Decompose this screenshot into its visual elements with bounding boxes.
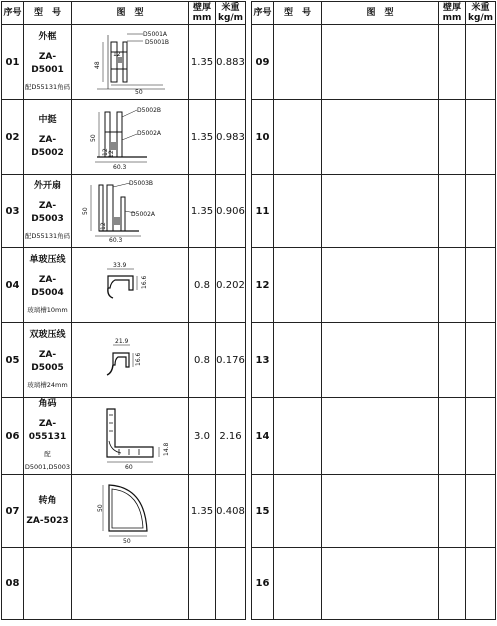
seq-cell: 14: [252, 398, 274, 475]
drawing-cell: [72, 175, 189, 248]
seq-cell: 05: [2, 323, 24, 398]
seq-cell: 03: [2, 175, 24, 248]
weight-cell: [466, 398, 496, 475]
wall-cell: 1.35: [189, 100, 216, 175]
wall-cell: 1.35: [189, 475, 216, 548]
weight-cell: [216, 548, 246, 620]
table-row: [2, 25, 496, 100]
drawing-label: 21.9: [115, 338, 129, 345]
header-wall-right: 壁厚 mm: [439, 2, 466, 25]
weight-cell: 0.906: [216, 175, 246, 248]
drawing-label: 12: [113, 51, 121, 58]
header-weight: 米重 kg/m: [216, 2, 246, 25]
drawing-cell: [72, 548, 189, 620]
profile-drawing-d5004: [75, 252, 185, 318]
model-cell: [274, 398, 322, 475]
drawing-label: 14.8: [163, 442, 170, 456]
weight-cell: 0.883: [216, 25, 246, 100]
drawing-cell: [72, 475, 189, 548]
wall-cell: [439, 398, 466, 475]
profile-drawing-d5005: [75, 327, 185, 393]
weight-cell: [466, 175, 496, 248]
seq-cell: 08: [2, 548, 24, 620]
header-drawing-right: 图 型: [322, 2, 439, 25]
wall-cell: 1.35: [189, 25, 216, 100]
model-cell: 单玻压线 ZA-D5004 玻璃槽10mm: [24, 248, 72, 323]
seq-cell: 02: [2, 100, 24, 175]
drawing-cell: [72, 248, 189, 323]
drawing-cell: [72, 100, 189, 175]
drawing-label: 33.9: [113, 262, 127, 269]
drawing-label: 50: [90, 134, 97, 142]
drawing-cell: [322, 323, 439, 398]
drawing-label: 12: [102, 148, 109, 156]
weight-cell: 0.202: [216, 248, 246, 323]
table-row: [2, 398, 496, 475]
drawing-label: D5003B: [129, 180, 154, 187]
seq-cell: 07: [2, 475, 24, 548]
drawing-label: 16.6: [141, 275, 148, 289]
wall-cell: 3.0: [189, 398, 216, 475]
seq-cell: 10: [252, 100, 274, 175]
header-seq: 序号: [2, 2, 24, 25]
profile-drawing-5023: [75, 477, 185, 545]
seq-cell: 12: [252, 248, 274, 323]
model-cell: [24, 548, 72, 620]
wall-cell: [439, 475, 466, 548]
drawing-label: D5001A: [143, 31, 167, 38]
weight-cell: [466, 548, 496, 620]
wall-cell: [189, 548, 216, 620]
header-wall: 壁厚 mm: [189, 2, 216, 25]
wall-cell: [439, 248, 466, 323]
table-row: [2, 548, 496, 620]
weight-cell: [466, 25, 496, 100]
profile-drawing-055131: [75, 401, 185, 471]
drawing-label: 60.3: [113, 164, 127, 171]
drawing-cell: [322, 25, 439, 100]
header-drawing: 图 型: [72, 2, 189, 25]
header-weight-right: 米重 kg/m: [466, 2, 496, 25]
table-row: [2, 248, 496, 323]
weight-cell: 0.983: [216, 100, 246, 175]
weight-cell: [466, 248, 496, 323]
drawing-label: 16.6: [135, 352, 142, 366]
drawing-label: D5001B: [145, 39, 170, 46]
wall-cell: [439, 323, 466, 398]
header-row: [2, 2, 496, 25]
drawing-cell: [322, 548, 439, 620]
profile-drawing-d5001: [75, 27, 185, 97]
model-cell: [274, 248, 322, 323]
wall-cell: [439, 548, 466, 620]
header-model: 型 号: [24, 2, 72, 25]
drawing-cell: [322, 398, 439, 475]
model-cell: 外开扇 ZA-D5003 配D55131角码: [24, 175, 72, 248]
drawing-label: 50: [82, 207, 89, 215]
drawing-cell: [72, 25, 189, 100]
drawing-cell: [322, 175, 439, 248]
header-model-right: 型 号: [274, 2, 322, 25]
weight-cell: 2.16: [216, 398, 246, 475]
table-row: [2, 175, 496, 248]
drawing-label: 50: [97, 504, 104, 512]
seq-cell: 15: [252, 475, 274, 548]
drawing-label: 12: [108, 150, 115, 158]
wall-cell: [439, 25, 466, 100]
model-cell: 外框 ZA-D5001 配D55131角码: [24, 25, 72, 100]
drawing-cell: [72, 398, 189, 475]
drawing-cell: [72, 323, 189, 398]
model-cell: 转角 ZA-5023: [24, 475, 72, 548]
drawing-label: 60.3: [109, 237, 123, 244]
seq-cell: 06: [2, 398, 24, 475]
drawing-label: 12: [100, 222, 107, 230]
model-cell: [274, 548, 322, 620]
seq-cell: 04: [2, 248, 24, 323]
weight-cell: [466, 100, 496, 175]
seq-cell: 09: [252, 25, 274, 100]
model-cell: [274, 100, 322, 175]
table-row: [2, 475, 496, 548]
drawing-label: 60: [125, 464, 133, 471]
wall-cell: [439, 100, 466, 175]
drawing-label: D5002A: [137, 130, 161, 137]
drawing-label: 48: [94, 61, 101, 69]
drawing-cell: [322, 475, 439, 548]
model-cell: 中挺 ZA-D5002: [24, 100, 72, 175]
model-cell: [274, 25, 322, 100]
model-cell: [274, 175, 322, 248]
model-cell: 角码 ZA-055131 配D5001,D5003: [24, 398, 72, 475]
weight-cell: [466, 475, 496, 548]
profile-drawing-d5002: [75, 102, 185, 172]
seq-cell: 11: [252, 175, 274, 248]
table-row: [2, 100, 496, 175]
seq-cell: 01: [2, 25, 24, 100]
wall-cell: [439, 175, 466, 248]
table-row: [2, 323, 496, 398]
wall-cell: 1.35: [189, 175, 216, 248]
drawing-label: 50: [123, 538, 131, 545]
wall-cell: 0.8: [189, 323, 216, 398]
seq-cell: 16: [252, 548, 274, 620]
drawing-label: D5002A: [131, 211, 155, 218]
model-cell: [274, 475, 322, 548]
drawing-cell: [322, 248, 439, 323]
profile-spec-table: [1, 1, 496, 620]
drawing-label: D5002B: [137, 107, 162, 114]
weight-cell: [466, 323, 496, 398]
weight-cell: 0.408: [216, 475, 246, 548]
model-cell: 双玻压线 ZA-D5005 玻璃槽24mm: [24, 323, 72, 398]
header-seq-right: 序号: [252, 2, 274, 25]
profile-drawing-d5003: [75, 177, 185, 245]
drawing-cell: [322, 100, 439, 175]
seq-cell: 13: [252, 323, 274, 398]
model-cell: [274, 323, 322, 398]
weight-cell: 0.176: [216, 323, 246, 398]
wall-cell: 0.8: [189, 248, 216, 323]
drawing-label: 50: [135, 89, 143, 96]
